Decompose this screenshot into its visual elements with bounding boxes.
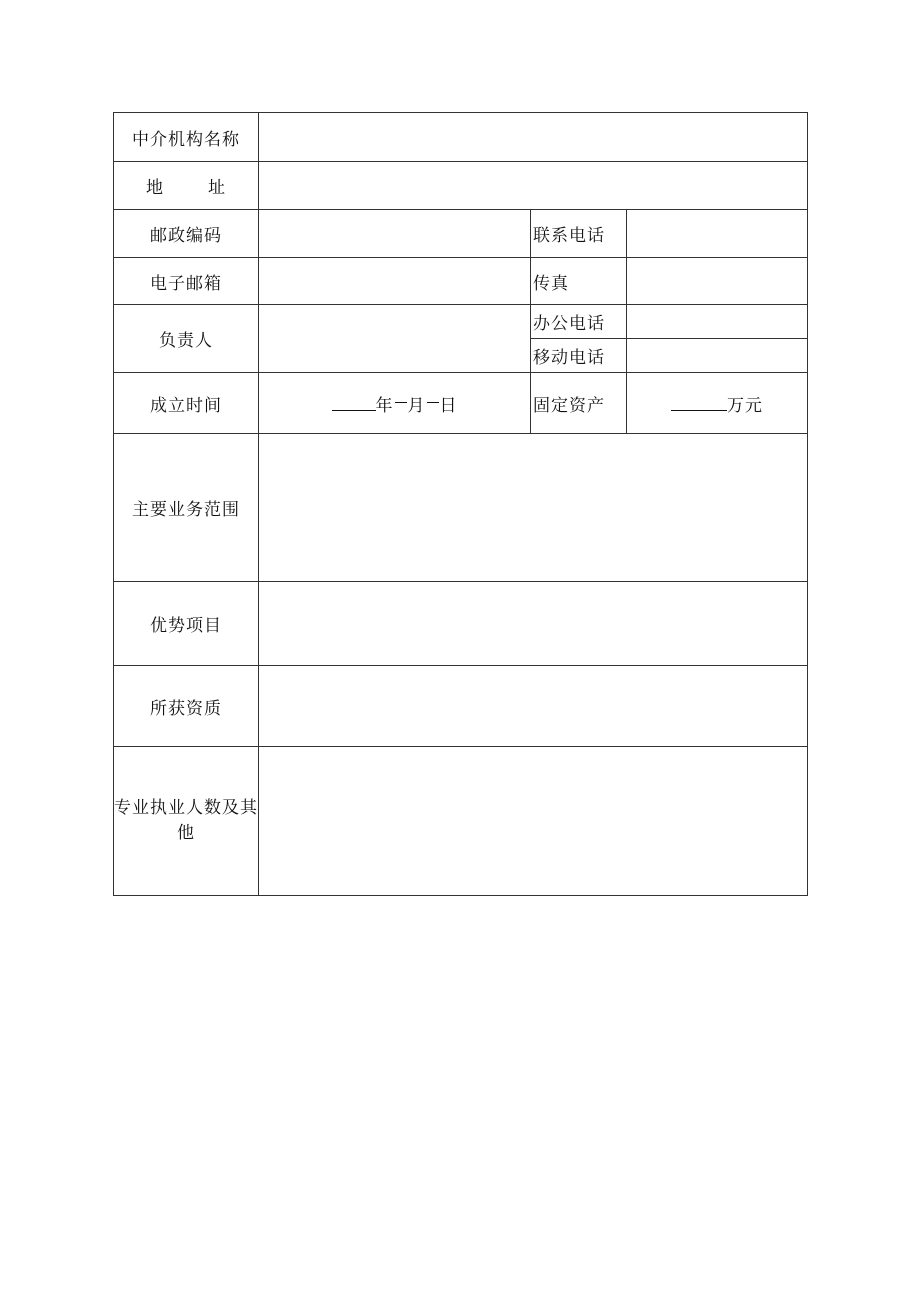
mobile-phone-label: 移动电话: [531, 339, 627, 373]
day-unit: 日: [439, 395, 458, 416]
row-established-assets: [114, 373, 808, 434]
staff-label: 专业执业人数及其他: [114, 747, 259, 896]
agency-name-field[interactable]: [259, 113, 808, 162]
row-address: [114, 162, 808, 210]
year-blank[interactable]: [332, 394, 376, 411]
contact-phone-field[interactable]: [627, 210, 808, 258]
email-field[interactable]: [259, 258, 531, 305]
day-blank[interactable]: [427, 402, 439, 403]
row-postal-phone: [114, 210, 808, 258]
year-unit: 年: [375, 395, 394, 416]
month-blank[interactable]: [395, 402, 407, 403]
address-label: [114, 162, 259, 210]
established-date-field[interactable]: [259, 373, 531, 434]
agency-name-label: 中介机构名称: [114, 113, 259, 162]
row-office-phone: [114, 305, 808, 339]
postal-code-field[interactable]: [259, 210, 531, 258]
fax-label: 传真: [531, 258, 627, 305]
assets-amount-blank[interactable]: [671, 394, 727, 411]
row-advantage-projects: [114, 582, 808, 666]
address-label-char-1: 地: [146, 178, 164, 198]
advantage-projects-label: 优势项目: [114, 582, 259, 666]
fixed-assets-label: 固定资产: [531, 373, 627, 434]
advantage-projects-field[interactable]: [259, 582, 808, 666]
address-field[interactable]: [259, 162, 808, 210]
fax-field[interactable]: [627, 258, 808, 305]
row-staff: [114, 747, 808, 896]
row-agency-name: [114, 113, 808, 162]
mobile-phone-field[interactable]: [627, 339, 808, 373]
postal-code-label: 邮政编码: [114, 210, 259, 258]
person-in-charge-field[interactable]: [259, 305, 531, 373]
business-scope-label: 主要业务范围: [114, 434, 259, 582]
row-email-fax: [114, 258, 808, 305]
staff-field[interactable]: [259, 747, 808, 896]
office-phone-label: 办公电话: [531, 305, 627, 339]
month-unit: 月: [407, 395, 426, 416]
office-phone-field[interactable]: [627, 305, 808, 339]
agency-info-form: [113, 112, 808, 896]
email-label: 电子邮箱: [114, 258, 259, 305]
fixed-assets-field[interactable]: [627, 373, 808, 434]
person-in-charge-label: 负责人: [114, 305, 259, 373]
qualifications-label: 所获资质: [114, 666, 259, 747]
established-label: 成立时间: [114, 373, 259, 434]
row-qualifications: [114, 666, 808, 747]
business-scope-field[interactable]: [259, 434, 808, 582]
row-business-scope: [114, 434, 808, 582]
address-label-char-2: 址: [208, 178, 226, 198]
contact-phone-label: 联系电话: [531, 210, 627, 258]
qualifications-field[interactable]: [259, 666, 808, 747]
money-unit: 万元: [727, 395, 763, 416]
